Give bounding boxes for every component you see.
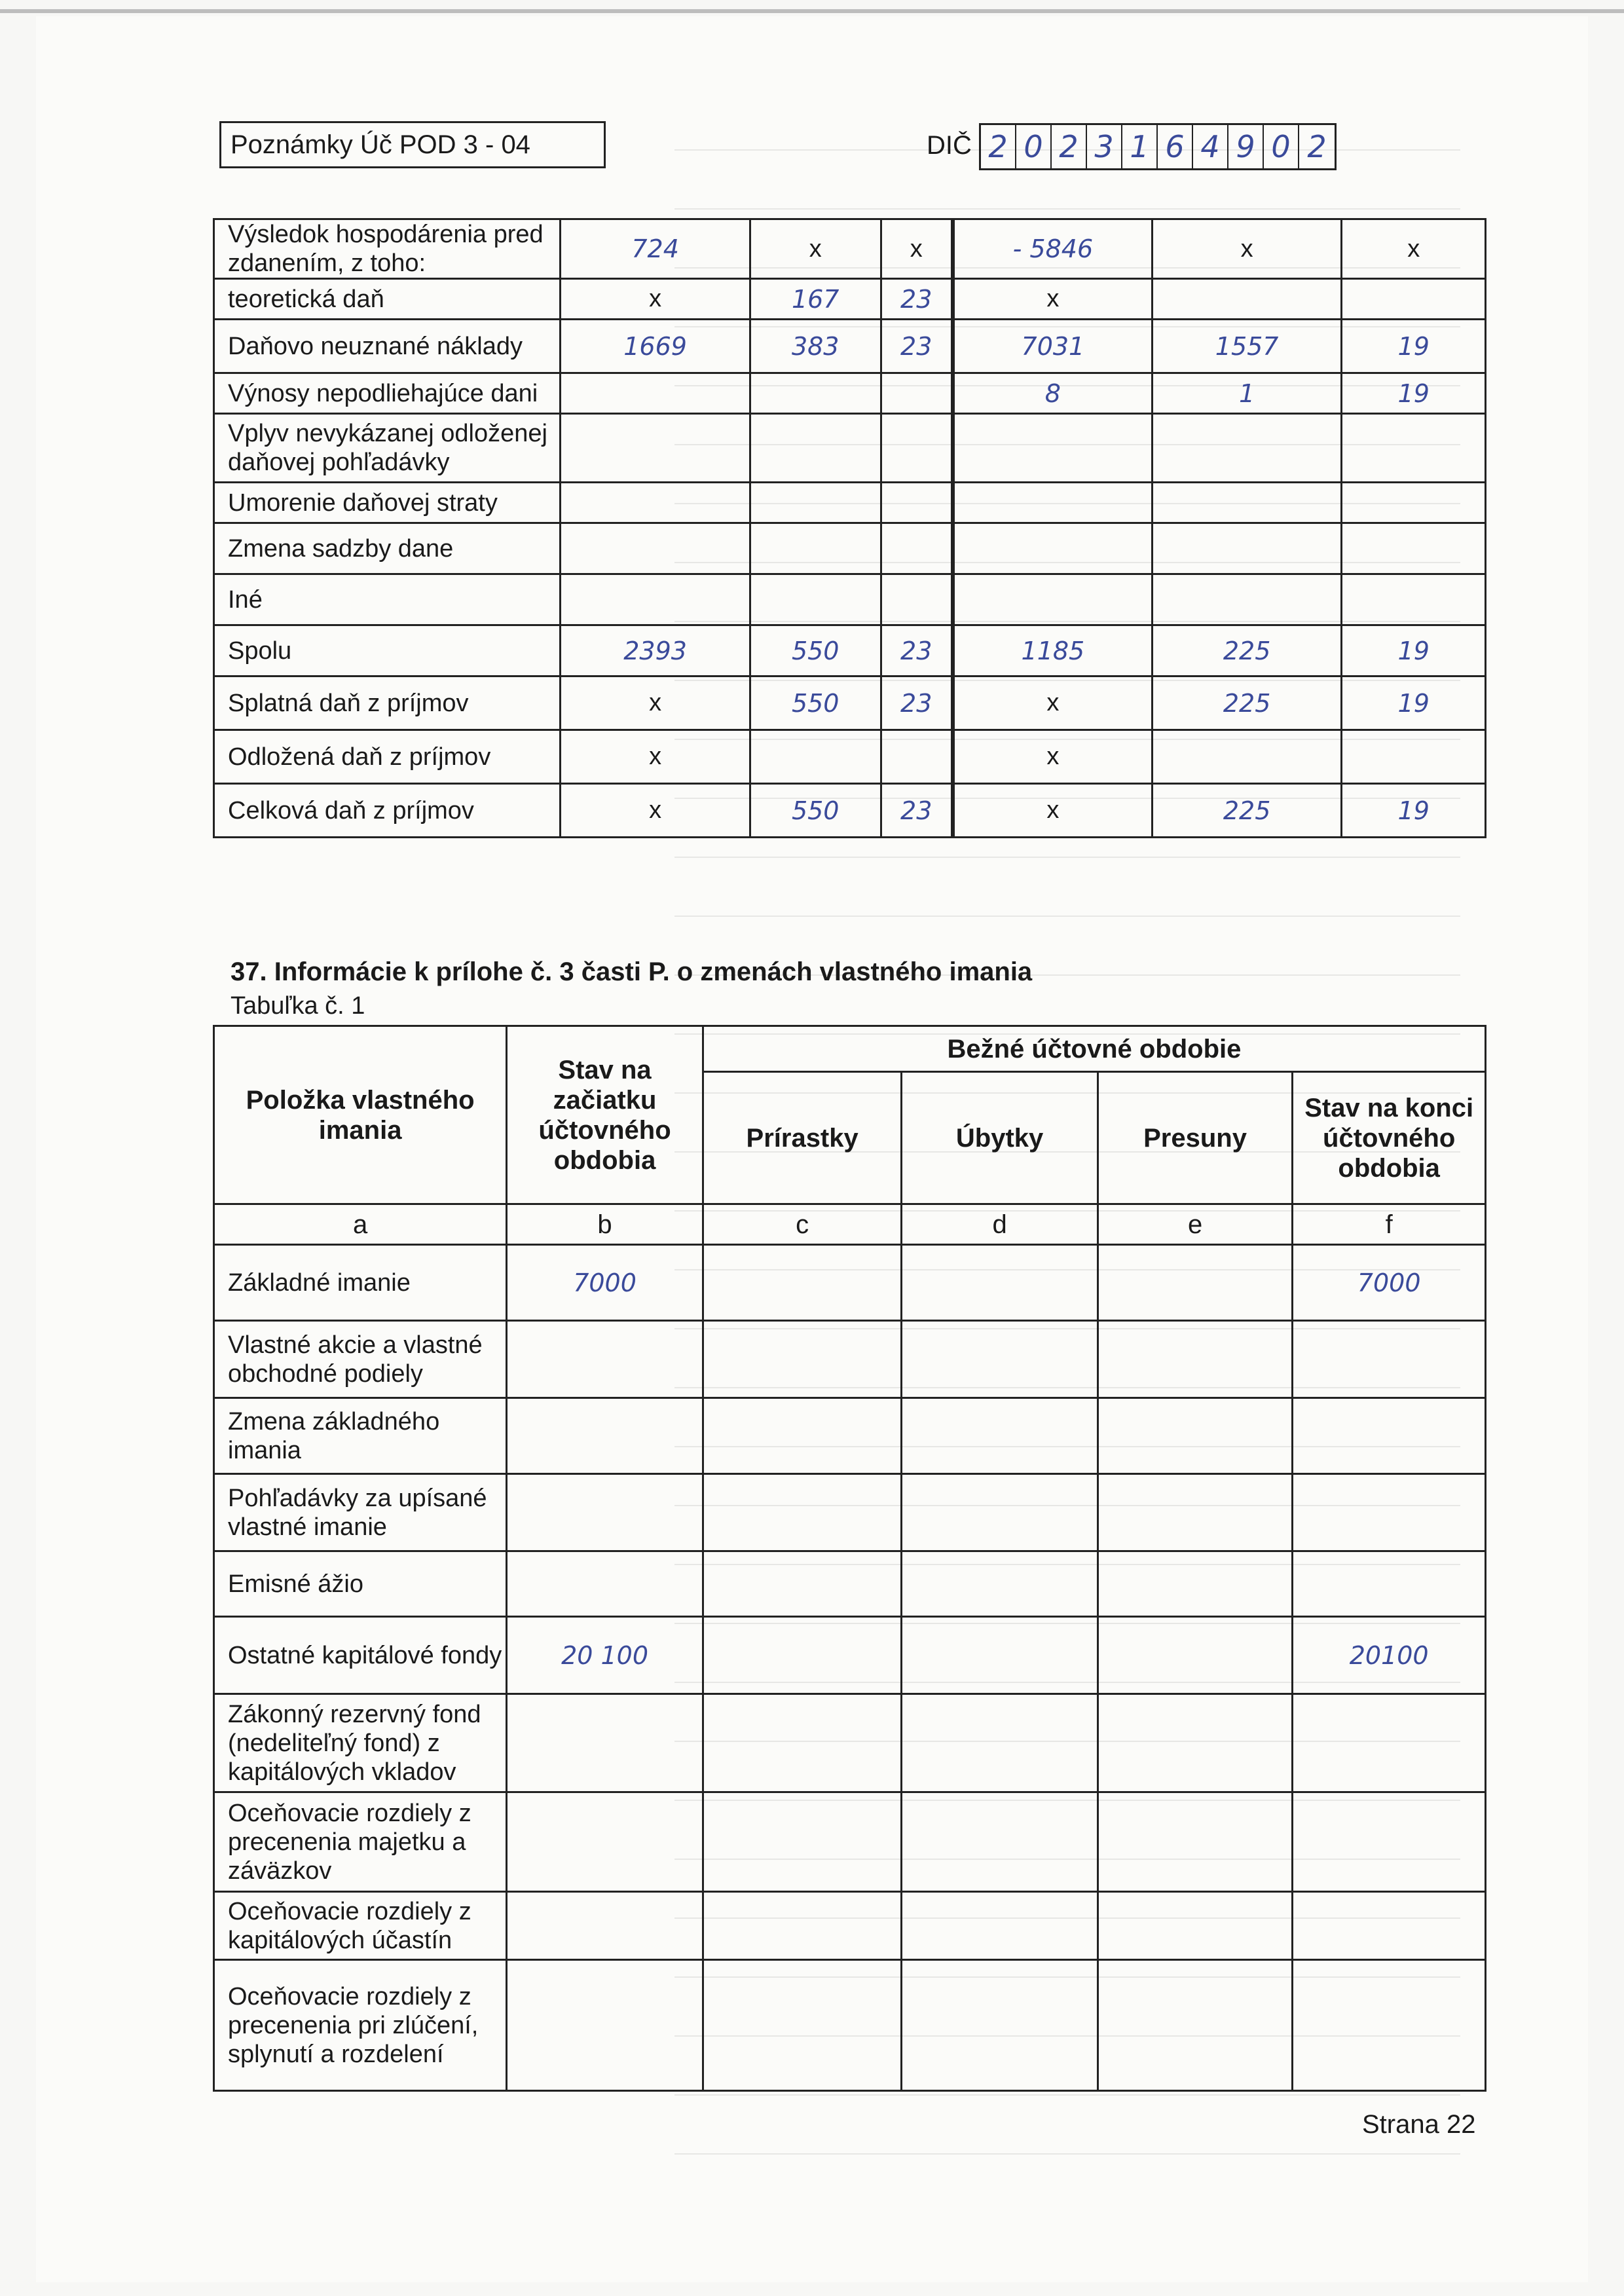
tax-row-label: Výnosy nepodliehajúce dani [214, 373, 561, 414]
equity-cell [507, 1551, 703, 1617]
tax-cell: x [953, 784, 1152, 838]
equity-row-label: Základné imanie [214, 1245, 507, 1321]
tax-cell [750, 414, 881, 483]
tax-cell [881, 574, 953, 625]
tax-cell [1152, 523, 1342, 574]
equity-cell [1098, 1474, 1293, 1551]
tax-cell [881, 483, 953, 523]
tax-cell: x [953, 676, 1152, 730]
tax-cell: 23 [881, 676, 953, 730]
col-head-end: Stav na konci účtovného obdobia [1293, 1072, 1486, 1204]
section-subtitle: Tabuľka č. 1 [231, 992, 365, 1020]
dic-digit: 0 [1016, 125, 1052, 168]
equity-cell [1293, 1321, 1486, 1398]
tax-cell: 8 [953, 373, 1152, 414]
equity-cell [1098, 1551, 1293, 1617]
tax-row-label: Splatná daň z príjmov [214, 676, 561, 730]
page-number: Strana 22 [1362, 2110, 1476, 2139]
equity-cell [1293, 1892, 1486, 1960]
tax-cell [750, 373, 881, 414]
equity-cell [703, 1892, 902, 1960]
tax-cell: 383 [750, 320, 881, 373]
tax-cell: 23 [881, 625, 953, 676]
tax-cell: 550 [750, 625, 881, 676]
equity-row [214, 1960, 1486, 2091]
tax-cell [881, 730, 953, 784]
equity-cell [902, 1551, 1098, 1617]
tax-row-label: Umorenie daňovej straty [214, 483, 561, 523]
dic-label: DIČ [927, 131, 972, 160]
equity-cell [1098, 1960, 1293, 2091]
tax-cell: 225 [1152, 784, 1342, 838]
equity-cell [1293, 1474, 1486, 1551]
equity-row [214, 1617, 1486, 1694]
equity-cell [507, 1960, 703, 2091]
equity-cell [1098, 1398, 1293, 1474]
equity-row-label: Vlastné akcie a vlastné obchodné podiely [214, 1321, 507, 1398]
col-head-start: Stav na začiatku účtovného obdobia [507, 1026, 703, 1204]
equity-row [214, 1551, 1486, 1617]
equity-cell [1098, 1617, 1293, 1694]
equity-cell [1098, 1245, 1293, 1321]
tax-row-label: Iné [214, 574, 561, 625]
equity-cell [1293, 1398, 1486, 1474]
tax-cell: 19 [1342, 320, 1486, 373]
tax-cell: 7031 [953, 320, 1152, 373]
equity-cell [703, 1551, 902, 1617]
tax-cell [561, 414, 750, 483]
tax-row [214, 574, 1486, 625]
tax-cell: 19 [1342, 373, 1486, 414]
equity-cell [703, 1617, 902, 1694]
tax-row [214, 730, 1486, 784]
equity-cell [1098, 1892, 1293, 1960]
tax-row-label: Spolu [214, 625, 561, 676]
equity-row [214, 1474, 1486, 1551]
tax-row [214, 676, 1486, 730]
tax-cell: 1669 [561, 320, 750, 373]
tax-cell: 19 [1342, 676, 1486, 730]
col-letter: a [214, 1204, 507, 1245]
dic-digit: 9 [1228, 125, 1264, 168]
equity-row [214, 1892, 1486, 1960]
equity-cell [902, 1245, 1098, 1321]
equity-row-label: Ostatné kapitálové fondy [214, 1617, 507, 1694]
equity-cell [902, 1792, 1098, 1892]
tax-cell [561, 523, 750, 574]
equity-cell [902, 1321, 1098, 1398]
tax-row [214, 219, 1486, 279]
tax-row-label: Daňovo neuznané náklady [214, 320, 561, 373]
equity-row-label: Pohľadávky za upísané vlastné imanie [214, 1474, 507, 1551]
tax-cell: x [561, 676, 750, 730]
equity-cell [1293, 1551, 1486, 1617]
equity-cell [703, 1474, 902, 1551]
dic-digit: 4 [1193, 125, 1228, 168]
equity-row [214, 1321, 1486, 1398]
equity-cell [507, 1792, 703, 1892]
dic-digit: 6 [1158, 125, 1193, 168]
tax-cell [953, 523, 1152, 574]
tax-cell: 23 [881, 784, 953, 838]
tax-cell: 225 [1152, 676, 1342, 730]
tax-reconciliation-table [213, 218, 1486, 838]
tax-row [214, 373, 1486, 414]
equity-cell [1098, 1792, 1293, 1892]
equity-row-label: Oceňovacie rozdiely z precenenia pri zlúčení, splynutí a rozdelení [214, 1960, 507, 2091]
dic-boxes [979, 123, 1337, 170]
tax-cell [1152, 730, 1342, 784]
equity-cell: 7000 [507, 1245, 703, 1321]
tax-cell [750, 483, 881, 523]
tax-cell [561, 574, 750, 625]
tax-cell [561, 483, 750, 523]
tax-row [214, 320, 1486, 373]
equity-cell [507, 1321, 703, 1398]
equity-changes-table [213, 1025, 1486, 2092]
tax-cell [1342, 574, 1486, 625]
tax-cell [881, 523, 953, 574]
equity-cell: 20 100 [507, 1617, 703, 1694]
equity-row [214, 1245, 1486, 1321]
top-edge [0, 9, 1624, 13]
equity-row-label: Emisné ážio [214, 1551, 507, 1617]
equity-cell [507, 1694, 703, 1792]
tax-row [214, 414, 1486, 483]
tax-cell: 19 [1342, 784, 1486, 838]
tax-cell [881, 373, 953, 414]
col-letter: f [1293, 1204, 1486, 1245]
tax-row-label: Celková daň z príjmov [214, 784, 561, 838]
col-head-period: Bežné účtovné obdobie [703, 1026, 1485, 1072]
form-title: Poznámky Úč POD 3 - 04 [231, 130, 530, 159]
tax-cell [750, 730, 881, 784]
tax-cell [881, 414, 953, 483]
equity-cell [902, 1694, 1098, 1792]
tax-cell [1342, 414, 1486, 483]
equity-cell [1293, 1960, 1486, 2091]
equity-cell [507, 1474, 703, 1551]
equity-cell [507, 1398, 703, 1474]
tax-cell [1342, 730, 1486, 784]
equity-row [214, 1792, 1486, 1892]
equity-row-label: Oceňovacie rozdiely z kapitálových účastín [214, 1892, 507, 1960]
tax-cell: 550 [750, 784, 881, 838]
dic-digit: 0 [1264, 125, 1299, 168]
tax-cell: 225 [1152, 625, 1342, 676]
tax-cell: x [881, 219, 953, 279]
equity-cell [703, 1694, 902, 1792]
tax-cell: - 5846 [953, 219, 1152, 279]
tax-cell [1152, 574, 1342, 625]
tax-cell [1342, 523, 1486, 574]
tax-cell: 19 [1342, 625, 1486, 676]
tax-cell [1152, 414, 1342, 483]
tax-row-label: Vplyv nevykázanej odloženej daňovej pohľadávky [214, 414, 561, 483]
equity-row [214, 1694, 1486, 1792]
dic-digit: 3 [1087, 125, 1122, 168]
tax-cell [1152, 279, 1342, 320]
tax-cell [953, 574, 1152, 625]
tax-row [214, 784, 1486, 838]
tax-cell: x [1342, 219, 1486, 279]
col-letter: b [507, 1204, 703, 1245]
equity-cell [703, 1321, 902, 1398]
equity-cell [902, 1398, 1098, 1474]
tax-cell: x [561, 730, 750, 784]
tax-cell: x [750, 219, 881, 279]
equity-cell [902, 1892, 1098, 1960]
equity-cell [902, 1960, 1098, 2091]
tax-row [214, 625, 1486, 676]
tax-cell [750, 523, 881, 574]
section-title: 37. Informácie k prílohe č. 3 časti P. o zmenách vlastného imania [231, 957, 1033, 986]
tax-cell: 167 [750, 279, 881, 320]
tax-row [214, 483, 1486, 523]
equity-cell [902, 1617, 1098, 1694]
equity-cell [703, 1792, 902, 1892]
equity-cell [902, 1474, 1098, 1551]
tax-cell: 1 [1152, 373, 1342, 414]
col-head-decrease: Úbytky [902, 1072, 1098, 1204]
equity-cell [1098, 1694, 1293, 1792]
tax-cell: x [561, 784, 750, 838]
tax-cell: 724 [561, 219, 750, 279]
equity-cell [703, 1245, 902, 1321]
tax-cell [1152, 483, 1342, 523]
col-letter: c [703, 1204, 902, 1245]
equity-cell [1293, 1792, 1486, 1892]
tax-cell [1342, 279, 1486, 320]
dic-digit: 1 [1122, 125, 1158, 168]
tax-cell: x [1152, 219, 1342, 279]
tax-row-label: Zmena sadzby dane [214, 523, 561, 574]
col-head-increase: Prírastky [703, 1072, 902, 1204]
tax-cell: 23 [881, 279, 953, 320]
equity-cell [507, 1892, 703, 1960]
tax-row-label: Odložená daň z príjmov [214, 730, 561, 784]
tax-row [214, 279, 1486, 320]
tax-cell [1342, 483, 1486, 523]
tax-cell: x [953, 730, 1152, 784]
tax-row [214, 523, 1486, 574]
tax-cell: x [953, 279, 1152, 320]
col-head-transfers: Presuny [1098, 1072, 1293, 1204]
dic-digit: 2 [1307, 129, 1327, 164]
tax-cell: 1185 [953, 625, 1152, 676]
dic-digit: 2 [981, 125, 1016, 168]
tax-cell: 550 [750, 676, 881, 730]
equity-row [214, 1398, 1486, 1474]
equity-row-label: Zmena základného imania [214, 1398, 507, 1474]
equity-cell [1098, 1321, 1293, 1398]
tax-row-label: teoretická daň [214, 279, 561, 320]
tax-cell [750, 574, 881, 625]
equity-cell [703, 1398, 902, 1474]
tax-cell [953, 414, 1152, 483]
equity-cell [703, 1960, 902, 2091]
equity-cell: 7000 [1293, 1245, 1486, 1321]
tax-cell: 23 [881, 320, 953, 373]
tax-cell: 2393 [561, 625, 750, 676]
tax-cell [561, 373, 750, 414]
tax-cell: 1557 [1152, 320, 1342, 373]
col-head-item: Položka vlastného imania [214, 1026, 507, 1204]
col-letter: e [1098, 1204, 1293, 1245]
tax-cell: x [561, 279, 750, 320]
equity-cell: 20100 [1293, 1617, 1486, 1694]
tax-row-label: Výsledok hospodárenia pred zdanením, z toho: [214, 219, 561, 279]
equity-row-label: Oceňovacie rozdiely z precenenia majetku a záväzkov [214, 1792, 507, 1892]
equity-row-label: Zákonný rezervný fond (nedeliteľný fond) z kapitálových vkladov [214, 1694, 507, 1792]
col-letter: d [902, 1204, 1098, 1245]
form-title-box [219, 121, 606, 168]
equity-cell [1293, 1694, 1486, 1792]
dic-digit: 2 [1052, 125, 1087, 168]
tax-cell [953, 483, 1152, 523]
